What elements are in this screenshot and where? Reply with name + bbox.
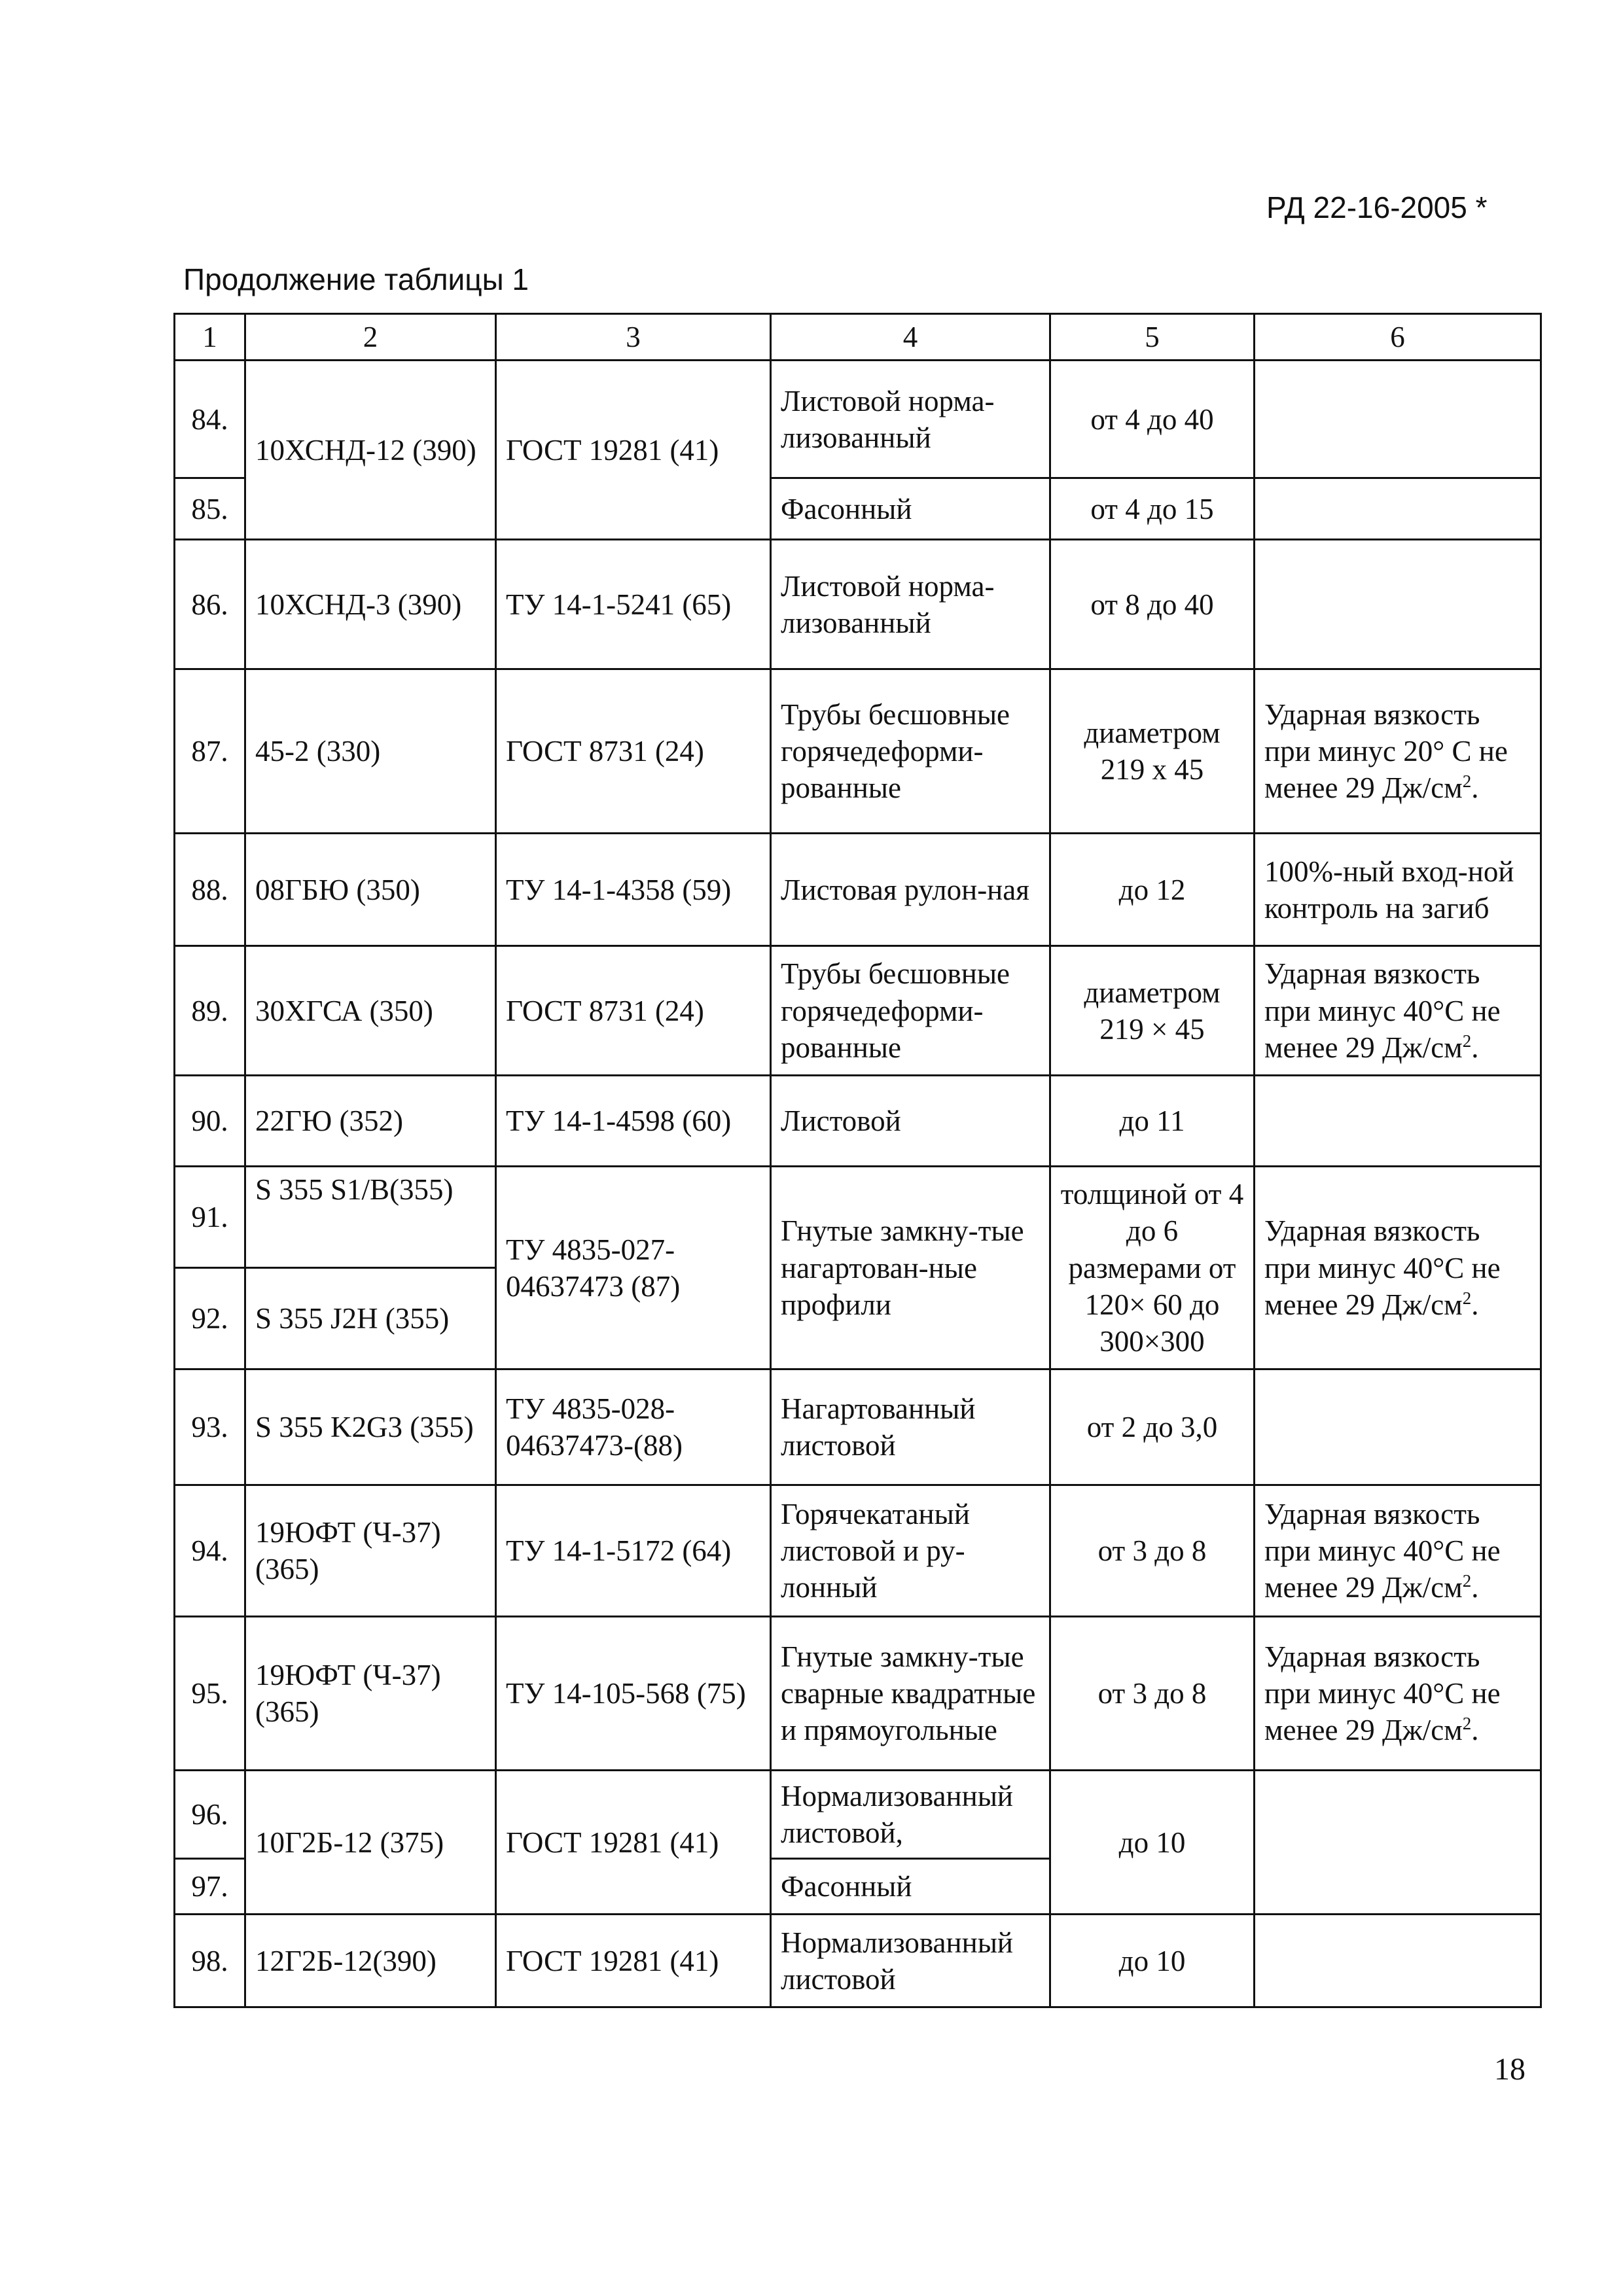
row-number: 97. [175, 1859, 245, 1915]
product-type-cell: Листовой норма-лизованный [771, 540, 1050, 669]
product-type-cell: Трубы бесшовные горячедеформи-рованные [771, 946, 1050, 1076]
steel-grade-cell: 19ЮФТ (Ч-37) (365) [245, 1617, 496, 1771]
size-cell: от 2 до 3,0 [1050, 1369, 1255, 1485]
note-cell [1255, 1485, 1541, 1617]
row-number: 86. [175, 540, 245, 669]
column-number: 4 [771, 314, 1050, 361]
table-row [175, 540, 1541, 669]
row-number: 84. [175, 361, 245, 478]
table-row [175, 669, 1541, 834]
column-number: 3 [496, 314, 771, 361]
product-type-cell: Нормализованный листовой [771, 1915, 1050, 2007]
size-cell: от 4 до 40 [1050, 361, 1255, 478]
note-text: Ударная вязкость при минус 40°С не менее 29 Дж/см [1264, 1640, 1501, 1747]
table-row [175, 946, 1541, 1076]
table-row [175, 1771, 1541, 1859]
product-type-cell: Фасонный [771, 1859, 1050, 1915]
steel-grade-cell: S 355 J2H (355) [245, 1268, 496, 1369]
note-tail: . [1471, 1031, 1479, 1064]
column-number-row [175, 314, 1541, 361]
product-type-cell: Нагартованный листовой [771, 1369, 1050, 1485]
table-row [175, 1369, 1541, 1485]
size-cell: до 11 [1050, 1076, 1255, 1167]
table-row [175, 1485, 1541, 1617]
size-cell: диаметром 219 х 45 [1050, 669, 1255, 834]
note-text: Ударная вязкость при минус 20° С не менее 29 Дж/см [1264, 698, 1508, 805]
product-type-cell: Листовой норма-лизованный [771, 361, 1050, 478]
steel-grade-cell: 19ЮФТ (Ч-37) (365) [245, 1485, 496, 1617]
product-type-cell: Листовая рулон-ная [771, 834, 1050, 946]
column-number: 5 [1050, 314, 1255, 361]
column-number: 6 [1255, 314, 1541, 361]
product-type-cell: Фасонный [771, 478, 1050, 540]
note-cell [1255, 1369, 1541, 1485]
steel-grade-cell: 45-2 (330) [245, 669, 496, 834]
table-row [175, 1915, 1541, 2007]
product-type-cell: Листовой [771, 1076, 1050, 1167]
size-cell: диаметром 219 × 45 [1050, 946, 1255, 1076]
note-tail: . [1471, 1714, 1479, 1747]
note-tail: . [1471, 1571, 1479, 1604]
steel-grade-cell: 22ГЮ (352) [245, 1076, 496, 1167]
row-number: 87. [175, 669, 245, 834]
standard-cell: ТУ 14-1-4358 (59) [496, 834, 771, 946]
row-number: 98. [175, 1915, 245, 2007]
size-cell: до 10 [1050, 1771, 1255, 1915]
size-cell: до 12 [1050, 834, 1255, 946]
row-number: 96. [175, 1771, 245, 1859]
note-superscript: 2 [1462, 1031, 1472, 1051]
steel-grade-cell: 10ХСНД-12 (390) [245, 361, 496, 540]
steel-grade-cell: S 355 S1/B(355) [245, 1167, 496, 1268]
note-cell: 100%-ный вход-ной контроль на загиб [1255, 834, 1541, 946]
table-row [175, 1617, 1541, 1771]
note-superscript: 2 [1462, 1571, 1472, 1591]
standard-cell: ТУ 14-1-5241 (65) [496, 540, 771, 669]
standard-cell: ГОСТ 19281 (41) [496, 361, 771, 540]
note-cell [1255, 1167, 1541, 1369]
note-superscript: 2 [1462, 1288, 1472, 1308]
size-cell: толщиной от 4 до 6 размерами от 120× 60 до 300×300 [1050, 1167, 1255, 1369]
document-code: РД 22-16-2005 * [1266, 190, 1488, 224]
size-cell: от 4 до 15 [1050, 478, 1255, 540]
note-superscript: 2 [1462, 771, 1472, 792]
product-type-cell: Горячекатаный листовой и ру-лонный [771, 1485, 1050, 1617]
product-type-cell: Гнутые замкну-тые сварные квадратные и прямоугольные [771, 1617, 1050, 1771]
row-number: 93. [175, 1369, 245, 1485]
steel-grade-cell: 12Г2Б-12(390) [245, 1915, 496, 2007]
table-row [175, 1167, 1541, 1268]
page-number: 18 [1494, 2052, 1525, 2087]
note-cell [1255, 1915, 1541, 2007]
note-cell [1255, 1617, 1541, 1771]
row-number: 92. [175, 1268, 245, 1369]
table-row [175, 361, 1541, 478]
table-row [175, 1076, 1541, 1167]
product-type-cell: Гнутые замкну-тые нагартован-ные профили [771, 1167, 1050, 1369]
column-number: 2 [245, 314, 496, 361]
product-type-cell: Трубы бесшовные горячедеформи-рованные [771, 669, 1050, 834]
note-cell [1255, 1771, 1541, 1915]
row-number: 89. [175, 946, 245, 1076]
steel-grade-cell: 10ХСНД-3 (390) [245, 540, 496, 669]
standard-cell: ГОСТ 19281 (41) [496, 1771, 771, 1915]
size-cell: от 3 до 8 [1050, 1617, 1255, 1771]
standard-cell: ТУ 14-1-5172 (64) [496, 1485, 771, 1617]
note-cell [1255, 669, 1541, 834]
materials-table [173, 313, 1542, 2008]
note-superscript: 2 [1462, 1714, 1472, 1734]
standard-cell: ГОСТ 8731 (24) [496, 946, 771, 1076]
size-cell: до 10 [1050, 1915, 1255, 2007]
standard-cell: ТУ 4835-028-04637473-(88) [496, 1369, 771, 1485]
row-number: 91. [175, 1167, 245, 1268]
steel-grade-cell: 30ХГСА (350) [245, 946, 496, 1076]
note-cell [1255, 946, 1541, 1076]
size-cell: от 8 до 40 [1050, 540, 1255, 669]
note-cell [1255, 1076, 1541, 1167]
note-text: Ударная вязкость при минус 40°С не менее 29 Дж/см [1264, 957, 1501, 1064]
row-number: 90. [175, 1076, 245, 1167]
note-cell [1255, 361, 1541, 478]
note-tail: . [1471, 1288, 1479, 1321]
row-number: 95. [175, 1617, 245, 1771]
row-number: 88. [175, 834, 245, 946]
standard-cell: ГОСТ 8731 (24) [496, 669, 771, 834]
steel-grade-cell: 10Г2Б-12 (375) [245, 1771, 496, 1915]
standard-cell: ТУ 14-105-568 (75) [496, 1617, 771, 1771]
column-number: 1 [175, 314, 245, 361]
size-cell: от 3 до 8 [1050, 1485, 1255, 1617]
note-tail: . [1471, 771, 1479, 805]
row-number: 85. [175, 478, 245, 540]
note-text: Ударная вязкость при минус 40°С не менее 29 Дж/см [1264, 1214, 1501, 1321]
row-number: 94. [175, 1485, 245, 1617]
standard-cell: ГОСТ 19281 (41) [496, 1915, 771, 2007]
product-type-cell: Нормализованный листовой, [771, 1771, 1050, 1859]
steel-grade-cell: 08ГБЮ (350) [245, 834, 496, 946]
table-caption: Продолжение таблицы 1 [183, 262, 529, 296]
note-cell [1255, 540, 1541, 669]
standard-cell: ТУ 14-1-4598 (60) [496, 1076, 771, 1167]
note-cell [1255, 478, 1541, 540]
table-row [175, 834, 1541, 946]
steel-grade-cell: S 355 K2G3 (355) [245, 1369, 496, 1485]
standard-cell: ТУ 4835-027-04637473 (87) [496, 1167, 771, 1369]
note-text: Ударная вязкость при минус 40°С не менее 29 Дж/см [1264, 1497, 1501, 1604]
